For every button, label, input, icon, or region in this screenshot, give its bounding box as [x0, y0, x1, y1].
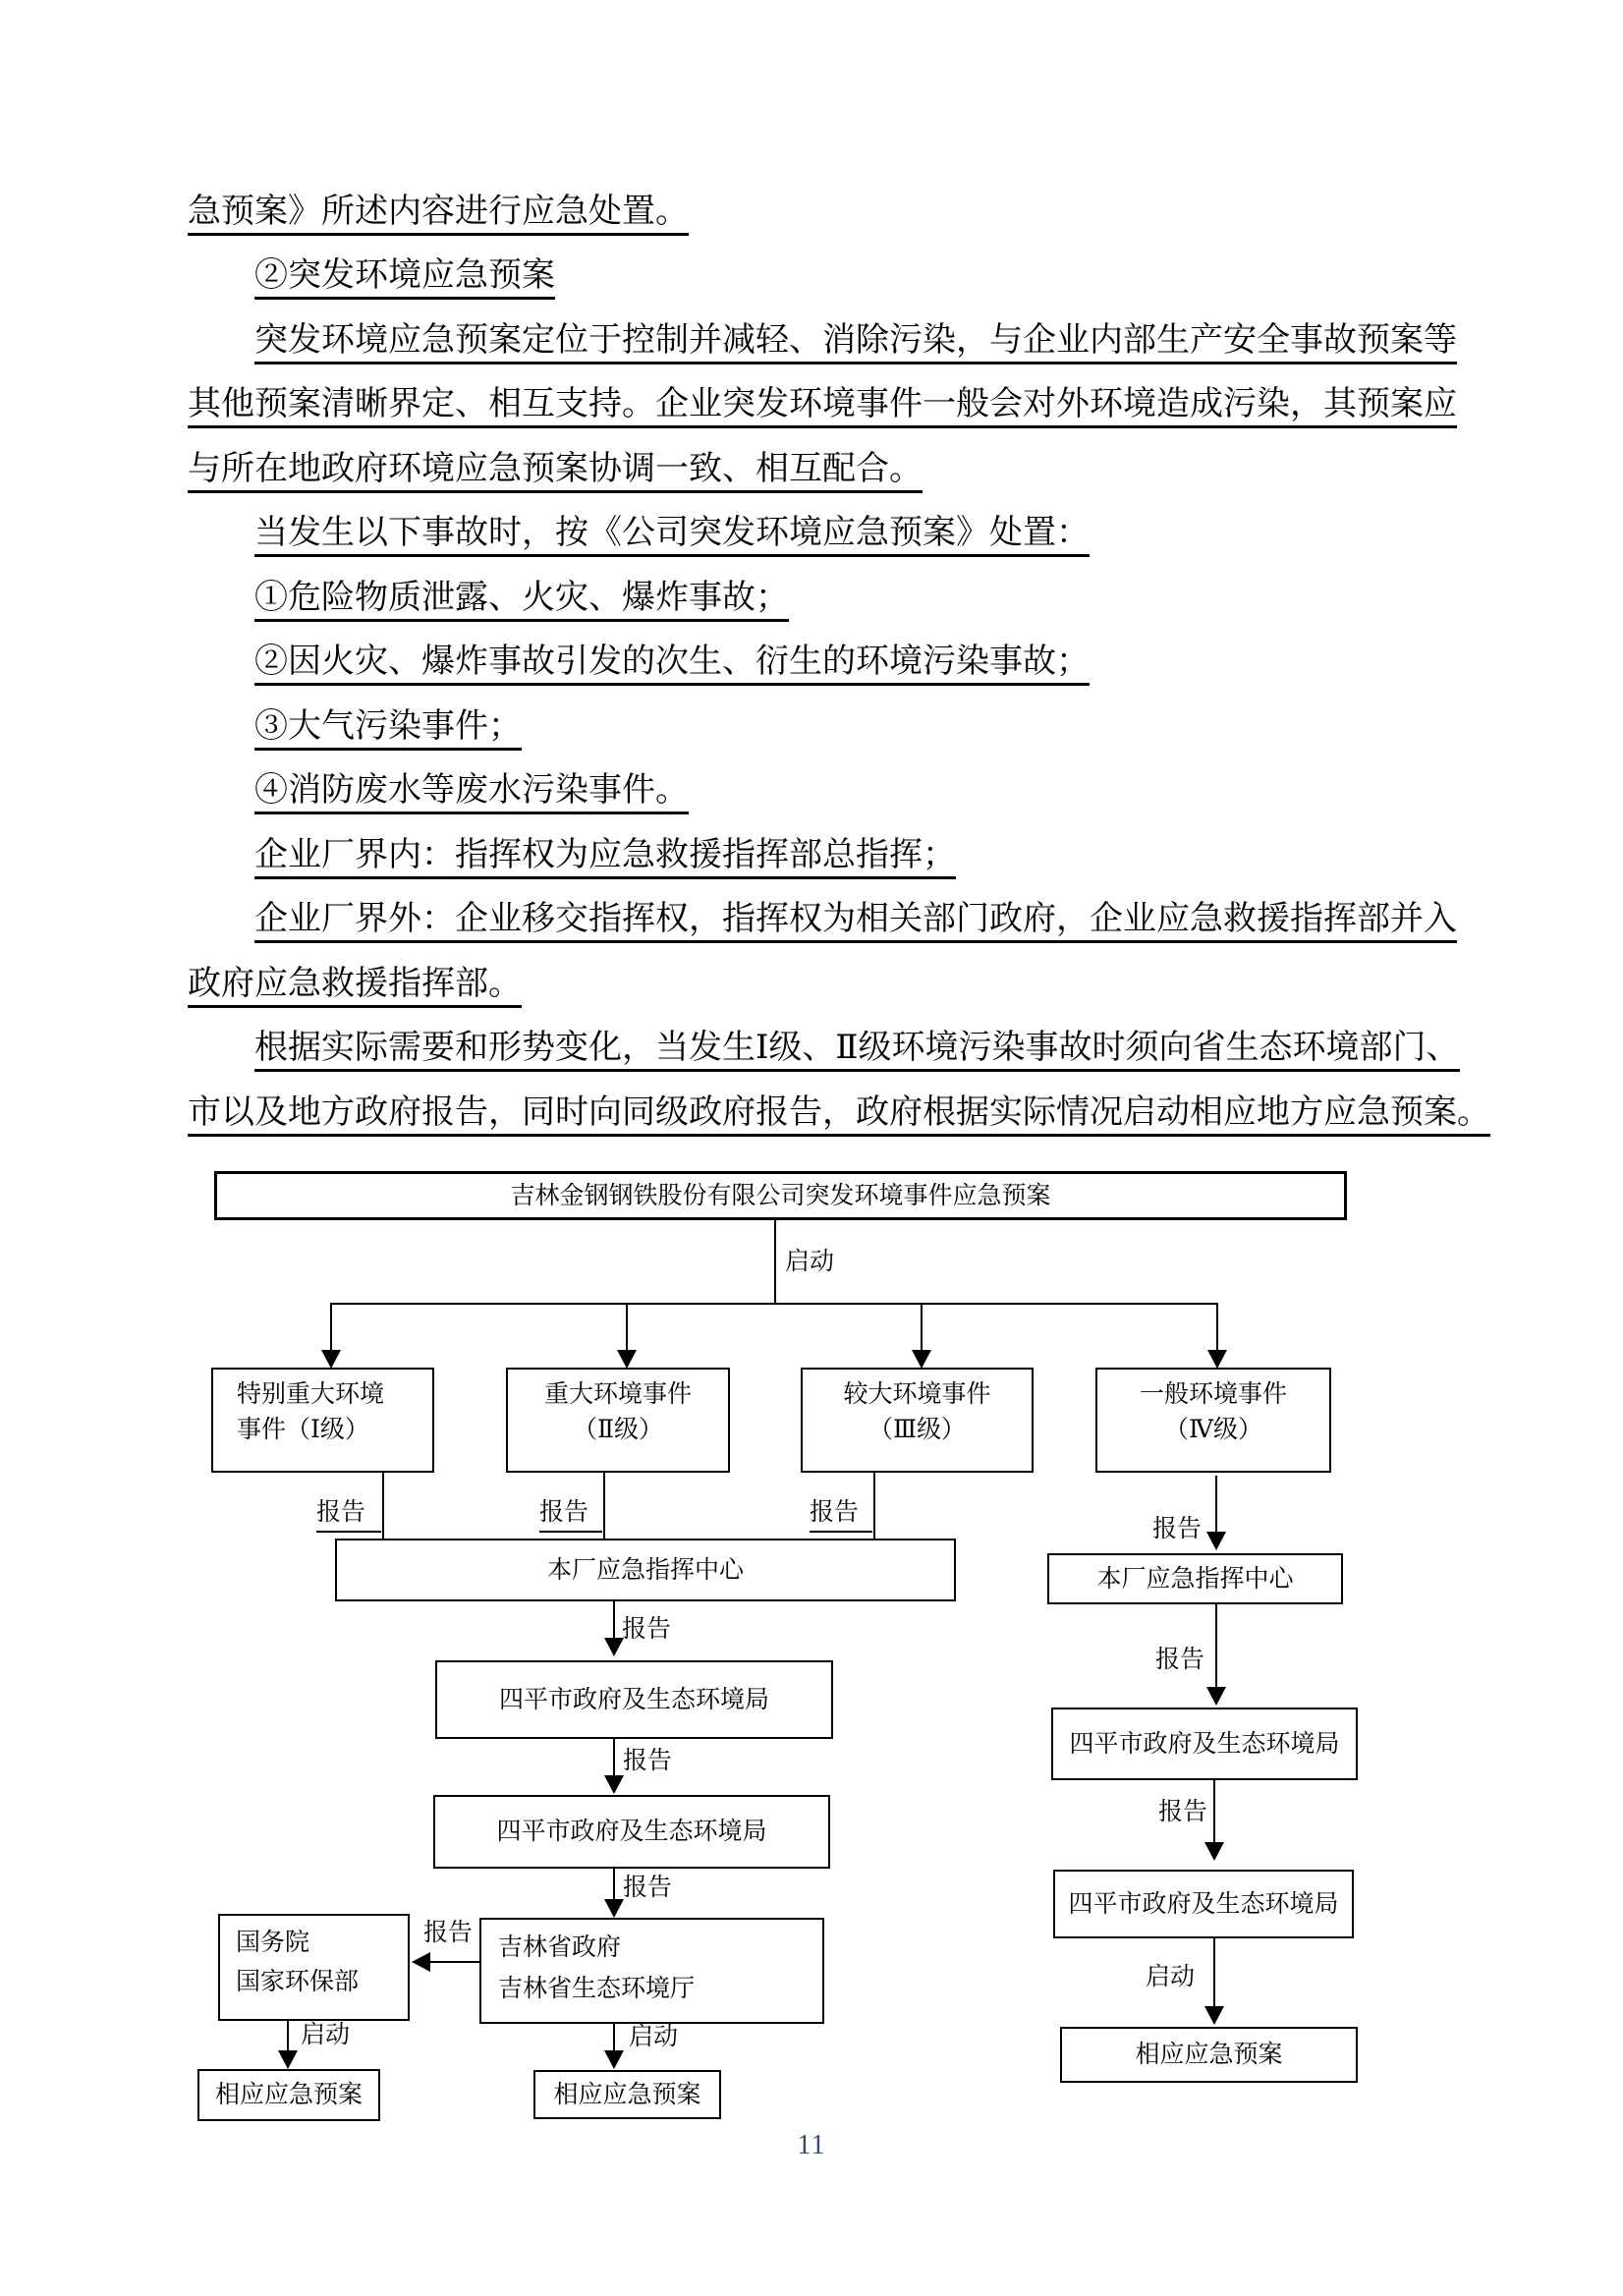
connector-state-plan [287, 2021, 289, 2050]
node-level-3: 较大环境事件 （Ⅲ级） [801, 1368, 1034, 1473]
label-start: 启动 [629, 2024, 679, 2050]
connector-level2-down [603, 1473, 605, 1539]
arrow-down-icon [912, 1350, 931, 1369]
arrow-down-icon [604, 1899, 624, 1918]
body-line: 根据实际需要和形势变化，当发生Ⅰ级、Ⅱ级环境污染事故时须向省生态环境部门、 [254, 1029, 1460, 1072]
connector-branch-3 [921, 1303, 923, 1350]
node-plant-center-left: 本厂应急指挥中心 [335, 1539, 956, 1601]
arrow-down-icon [278, 2050, 298, 2069]
connector-branch-1 [330, 1303, 332, 1350]
arrow-down-icon [321, 1350, 341, 1369]
connector-left-2 [613, 1739, 615, 1775]
page-number: 11 [797, 2130, 826, 2160]
node-level-1: 特别重大环境 事件（Ⅰ级） [211, 1368, 434, 1473]
node-plan-right: 相应应急预案 [1060, 2027, 1358, 2083]
body-line: 与所在地政府环境应急预案协调一致、相互配合。 [188, 450, 923, 493]
label-report: 报告 [1155, 1647, 1205, 1673]
node-level-2: 重大环境事件 （Ⅱ级） [506, 1368, 730, 1473]
node-province: 吉林省政府 吉林省生态环境厅 [479, 1918, 824, 2024]
body-line: 政府应急救援指挥部。 [188, 965, 522, 1008]
node-plan-left: 相应应急预案 [197, 2069, 380, 2121]
connector-right-1 [1215, 1476, 1217, 1532]
body-line: ③大气污染事件； [254, 707, 522, 751]
connector-title-down [774, 1220, 776, 1303]
arrow-down-icon [1207, 1350, 1227, 1369]
body-line: 企业厂界内：指挥权为应急救援指挥部总指挥； [254, 836, 956, 879]
flow-title-box [214, 1171, 1347, 1220]
body-line: ④消防废水等废水污染事件。 [254, 771, 689, 814]
body-line: ①危险物质泄露、火灾、爆炸事故； [254, 579, 789, 622]
node-level-4: 一般环境事件 （Ⅳ级） [1095, 1368, 1331, 1473]
arrow-down-icon [1206, 1687, 1226, 1706]
node-plan-middle: 相应应急预案 [533, 2070, 721, 2119]
arrow-down-icon [1206, 1532, 1226, 1550]
label-start: 启动 [1146, 1964, 1196, 1990]
label-report: 报告 [423, 1920, 474, 1946]
connector-branch-horizontal [331, 1303, 1218, 1305]
arrow-down-icon [604, 2050, 624, 2069]
connector-branch-2 [626, 1303, 628, 1350]
connector-province-state [429, 1961, 479, 1963]
label-report: 报告 [316, 1497, 381, 1533]
label-report: 报告 [539, 1497, 602, 1533]
arrow-down-icon [1204, 1842, 1224, 1861]
label-report: 报告 [622, 1616, 672, 1643]
body-line: ②因火灾、爆炸事故引发的次生、衍生的环境污染事故； [254, 643, 1090, 686]
body-line: 突发环境应急预案定位于控制并减轻、消除污染，与企业内部生产安全事故预案等 [254, 321, 1457, 364]
node-siping-3: 四平市政府及生态环境局 [1051, 1708, 1358, 1780]
body-line: 急预案》所述内容进行应急处置。 [188, 193, 689, 236]
arrow-down-icon [604, 1775, 624, 1794]
node-siping-4: 四平市政府及生态环境局 [1053, 1870, 1354, 1938]
node-siping-1: 四平市政府及生态环境局 [435, 1660, 833, 1739]
connector-right-3 [1213, 1780, 1215, 1842]
node-state-council: 国务院 国家环保部 [218, 1914, 410, 2021]
connector-left-1 [613, 1601, 615, 1638]
node-plant-center-right: 本厂应急指挥中心 [1047, 1553, 1343, 1604]
connector-level1-down [382, 1473, 384, 1539]
label-start-top: 启动 [785, 1249, 835, 1275]
body-line: ②突发环境应急预案 [254, 256, 555, 300]
arrow-down-icon [617, 1350, 637, 1369]
arrow-down-icon [604, 1638, 624, 1656]
flow-title: 吉林金钢钢铁股份有限公司突发环境事件应急预案 [510, 1182, 1051, 1209]
connector-branch-4 [1216, 1303, 1218, 1350]
connector-right-4 [1213, 1938, 1215, 2006]
node-siping-2: 四平市政府及生态环境局 [433, 1795, 830, 1869]
connector-left-3 [613, 1869, 615, 1899]
connector-right-2 [1215, 1604, 1217, 1687]
label-report: 报告 [623, 1748, 673, 1774]
label-report: 报告 [623, 1875, 673, 1901]
label-start: 启动 [301, 2022, 351, 2048]
label-report: 报告 [1152, 1516, 1203, 1542]
body-line: 其他预案清晰界定、相互支持。企业突发环境事件一般会对外环境造成污染，其预案应 [188, 385, 1457, 428]
body-line: 企业厂界外：企业移交指挥权，指挥权为相关部门政府，企业应急救援指挥部并入 [254, 900, 1457, 943]
body-line: 当发生以下事故时，按《公司突发环境应急预案》处置： [254, 514, 1090, 557]
body-line: 市以及地方政府报告，同时向同级政府报告，政府根据实际情况启动相应地方应急预案。 [188, 1093, 1490, 1137]
label-report: 报告 [1158, 1799, 1208, 1825]
connector-province-plan [613, 2024, 615, 2050]
connector-level3-down [873, 1473, 875, 1539]
arrow-left-icon [412, 1952, 430, 1972]
label-report: 报告 [810, 1497, 872, 1533]
arrow-down-icon [1204, 2006, 1224, 2025]
